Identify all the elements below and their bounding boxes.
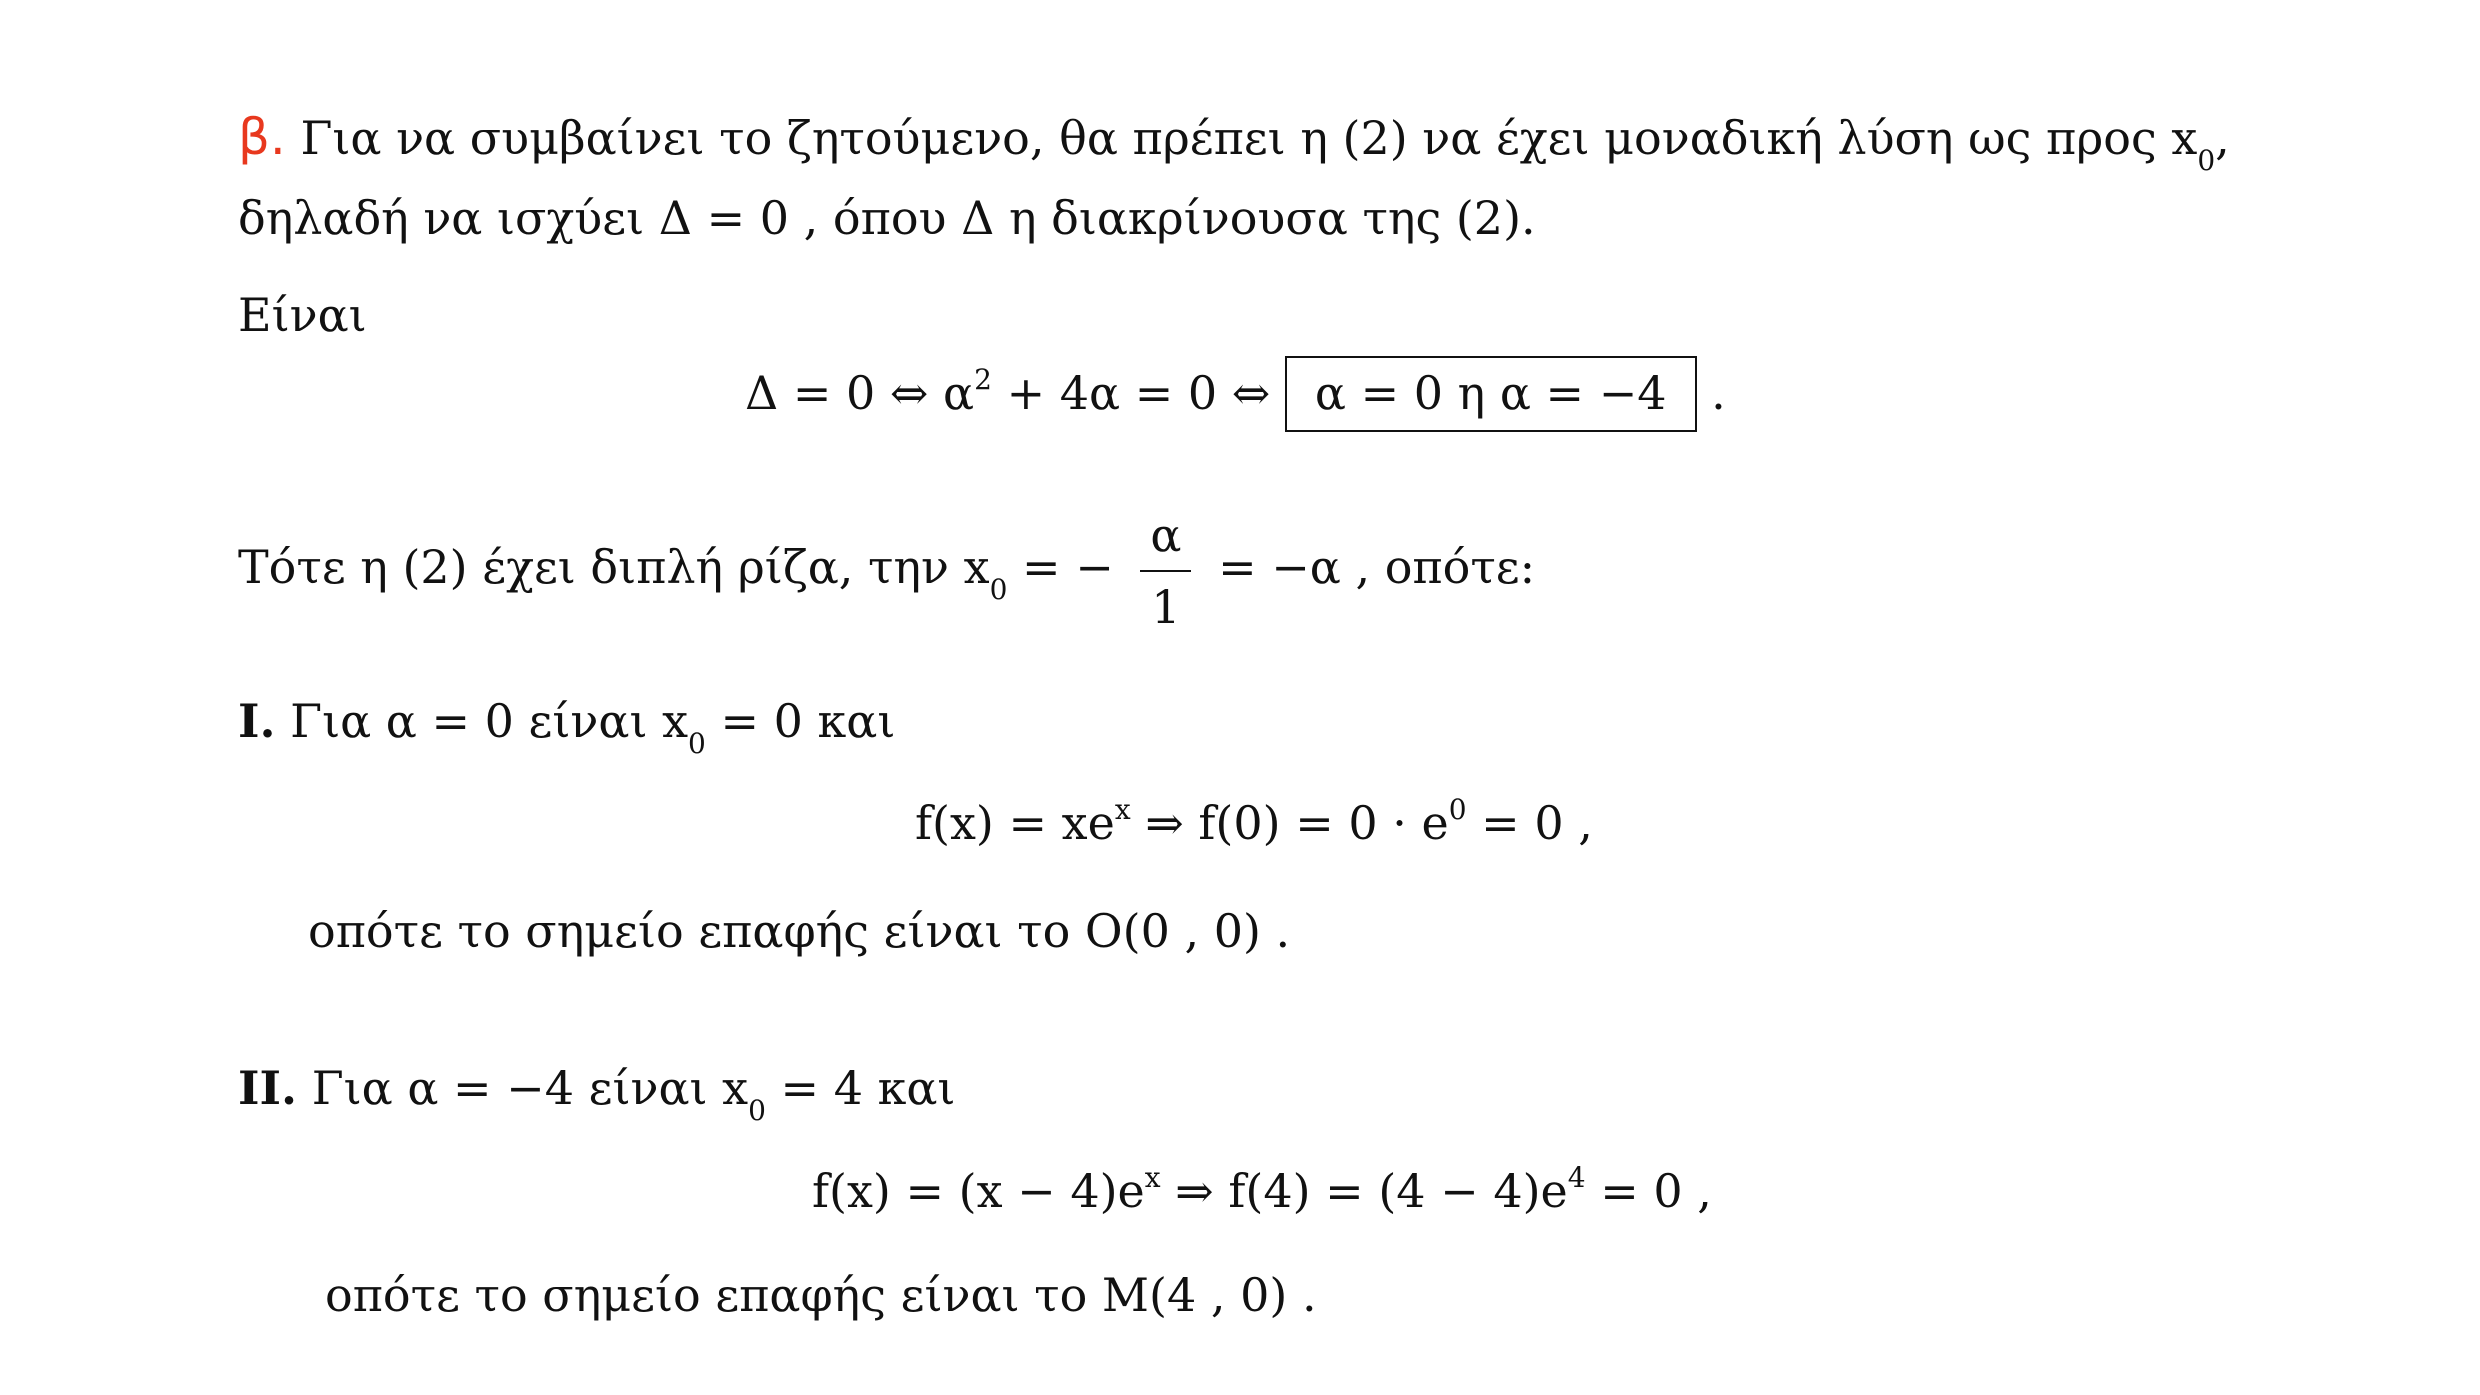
fraction — [1140, 508, 1191, 634]
case-1-text: Για α = 0 είναι x — [290, 694, 689, 748]
equation-part: Τότε η (2) έχει διπλή ρίζα, την x — [238, 540, 990, 594]
boxed-result: α = 0 η α = −4 — [1285, 356, 1697, 432]
double-root-line — [238, 508, 1536, 634]
part-b-line-3: Είναι — [238, 288, 367, 342]
subscript: 0 — [2197, 144, 2216, 177]
case-1-label: I. — [238, 694, 276, 748]
case-1-text-end: = 0 και — [705, 694, 896, 748]
superscript: 2 — [974, 363, 992, 396]
superscript: x — [1114, 793, 1131, 826]
equation-part: f(x) = (x − 4)e — [812, 1164, 1145, 1218]
equation-part: ⇒ f(0) = 0 · e — [1130, 796, 1449, 850]
equation-part: f(x) = xe — [915, 796, 1115, 850]
equation-part: + 4α = 0 ⇔ — [991, 366, 1271, 420]
discriminant-equation — [745, 356, 1726, 432]
case-2-text: Για α = −4 είναι x — [311, 1061, 749, 1115]
superscript: 4 — [1567, 1161, 1586, 1194]
equation-part: = 0 , — [1466, 796, 1593, 850]
case-1-equation — [915, 793, 1593, 850]
subscript: 0 — [989, 573, 1008, 606]
case-1-conclusion: οπότε το σημείο επαφής είναι το O(0 , 0) . — [308, 904, 1291, 958]
equation-part: = −α , οπότε: — [1218, 540, 1536, 594]
case-1-line — [238, 694, 896, 760]
equation-part: Δ = 0 ⇔ α — [745, 366, 975, 420]
equation-part: ⇒ f(4) = (4 − 4)e — [1160, 1164, 1568, 1218]
case-2-conclusion: οπότε το σημείο επαφής είναι το M(4 , 0) . — [325, 1268, 1317, 1322]
part-b-line-2: δηλαδή να ισχύει Δ = 0 , όπου Δ η διακρίνουσα της (2). — [238, 191, 1536, 245]
subscript: 0 — [748, 1094, 766, 1127]
case-2-text-end: = 4 και — [765, 1061, 956, 1115]
case-2-label: II. — [238, 1061, 298, 1115]
equation-part: = − — [1007, 540, 1114, 594]
case-2-line — [238, 1061, 956, 1127]
case-2-equation — [812, 1161, 1712, 1218]
part-b-label: β. — [238, 108, 286, 166]
part-b-line-1 — [238, 108, 2230, 177]
fraction-denominator: 1 — [1151, 580, 1181, 634]
part-b-line-1-text: Για να συμβαίνει το ζητούμενο, θα πρέπει η (2) να έχει μοναδική λύση ως προς x — [300, 111, 2198, 165]
punctuation: , — [2215, 111, 2230, 165]
fraction-numerator: α — [1140, 512, 1191, 572]
superscript: x — [1144, 1161, 1161, 1194]
equation-part: = 0 , — [1585, 1164, 1712, 1218]
subscript: 0 — [688, 727, 706, 760]
punctuation: . — [1711, 366, 1726, 420]
superscript: 0 — [1448, 793, 1467, 826]
